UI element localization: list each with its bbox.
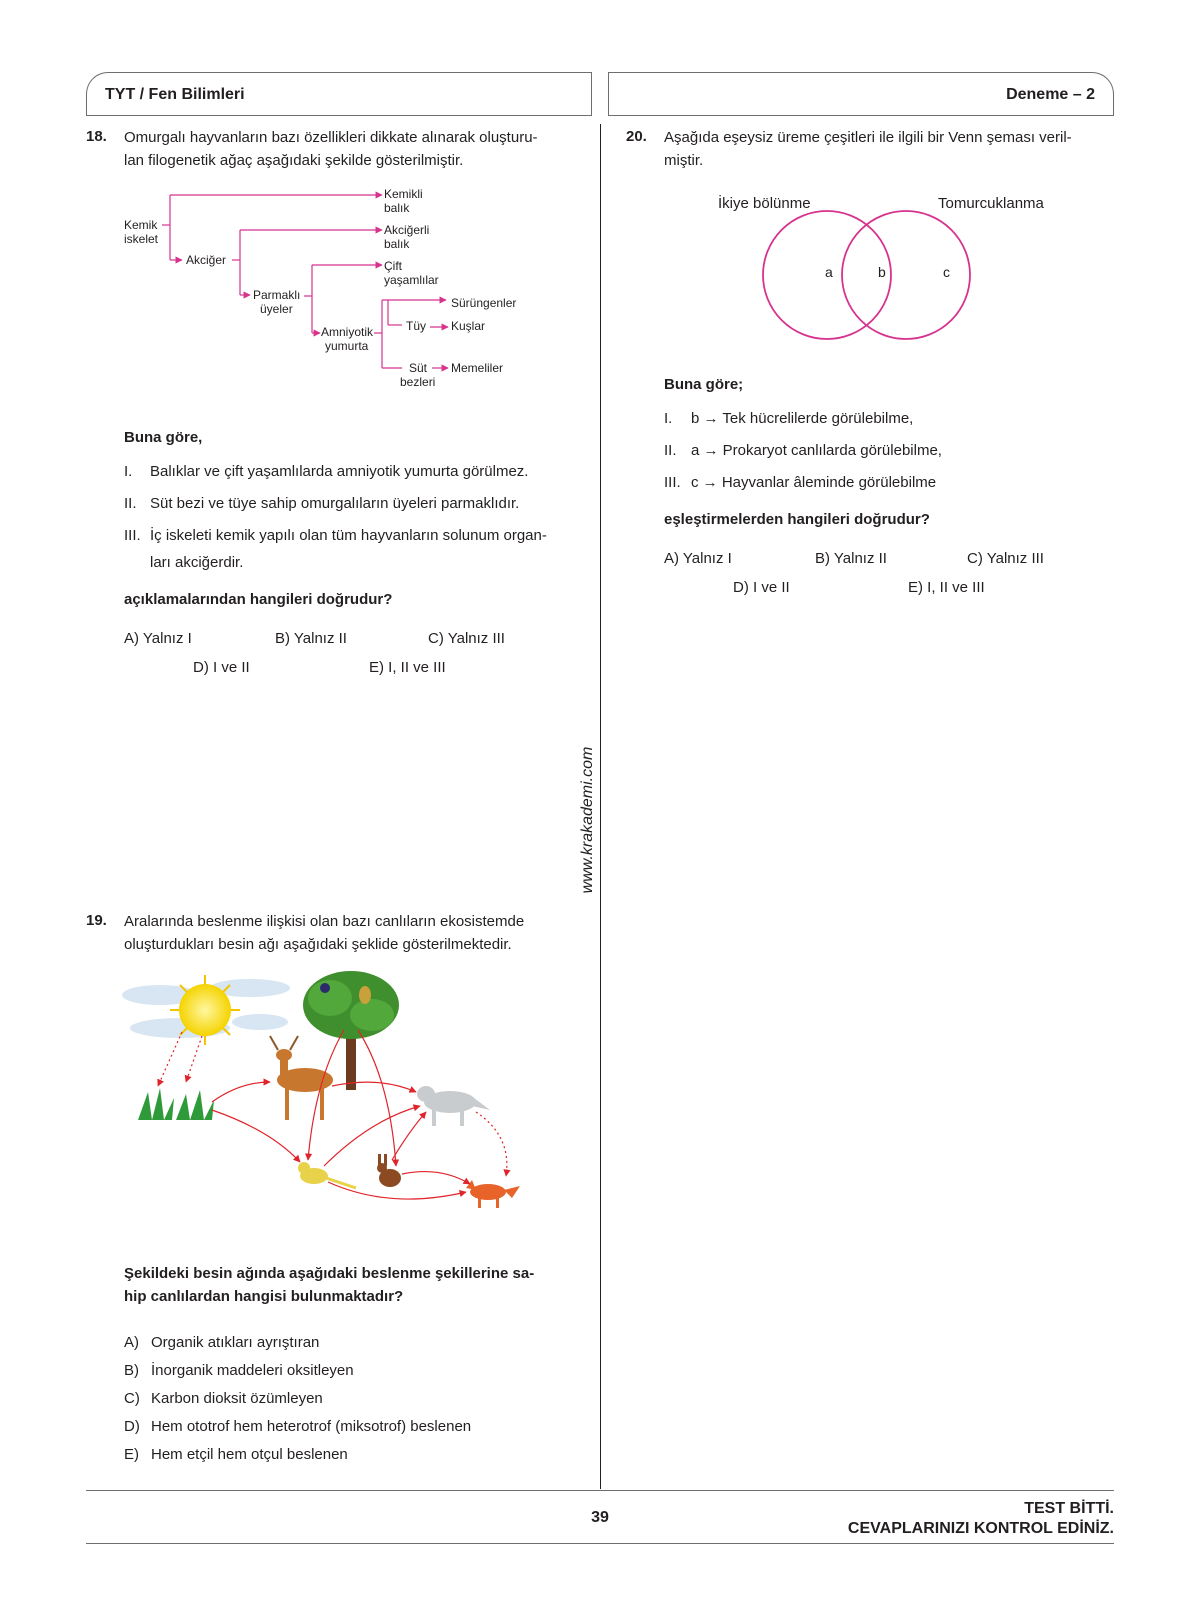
header-subject: TYT / Fen Bilimleri [86, 72, 592, 116]
q19-option-b-text: İnorganik maddeleri oksitleyen [151, 1362, 354, 1379]
q19-option-b[interactable] [124, 1362, 354, 1379]
q19-question-line2: hip canlılardan hangisi bulunmaktadır? [124, 1288, 404, 1305]
q18-statement-1-text: Balıklar ve çift yaşamlılarda amniyotik yumurta görülmez. [150, 463, 529, 480]
tree-label-kuslar: Kuşlar [451, 319, 486, 333]
q20-statement-2-num: II. [664, 442, 677, 459]
q20-option-e[interactable]: E) I, II ve III [908, 579, 985, 596]
q20-statement-2-text: a → Prokaryot canlılarda görülebilme, [691, 442, 942, 459]
grass-icon [138, 1088, 214, 1120]
page-number: 39 [591, 1509, 609, 1526]
q19-option-e-text: Hem etçil hem otçul beslenen [151, 1446, 348, 1463]
q19-option-e-letter: E) [124, 1446, 139, 1463]
tree-label-tuy: Tüy [406, 319, 427, 333]
tree-label-sut-2: bezleri [400, 375, 436, 389]
q19-option-d-letter: D) [124, 1418, 140, 1435]
q18-statement-1-num: I. [124, 463, 133, 480]
q19-stem [124, 910, 576, 956]
q18-option-a[interactable]: A) Yalnız I [124, 630, 192, 647]
q20-stem-line2: miştir. [664, 152, 704, 169]
q19-question [124, 1262, 579, 1308]
q19-option-c-letter: C) [124, 1390, 140, 1407]
q19-option-e[interactable] [124, 1446, 348, 1463]
venn-left-title: İkiye bölünme [718, 195, 811, 212]
wolf-icon [417, 1086, 490, 1126]
tree-label-parmakli-1: Parmaklı [253, 288, 301, 302]
q19-stem-line1: Aralarında beslenme ilişkisi olan bazı canlıların ekosistemde [124, 913, 525, 930]
tree-label-kemik-1: Kemik [124, 218, 158, 232]
q19-number: 19. [86, 912, 107, 929]
tree-label-memeliler: Memeliler [451, 361, 504, 375]
venn-circle-right [842, 211, 970, 339]
test-end-line2: CEVAPLARINIZI KONTROL EDİNİZ. [847, 1520, 1114, 1537]
venn-label-c: c [943, 264, 950, 280]
header-divider-left [86, 115, 592, 116]
column-divider [600, 124, 601, 1489]
q20-question: eşleştirmelerden hangileri doğrudur? [664, 511, 930, 528]
header-exam-title: Deneme – 2 [608, 72, 1114, 116]
q18-statement-2-text: Süt bezi ve tüye sahip omurgalıların üyeleri parmaklıdır. [150, 495, 520, 512]
q18-lead: Buna göre, [124, 429, 203, 446]
tree-label-akcigerli-2: balık [384, 237, 410, 251]
q19-option-b-letter: B) [124, 1362, 139, 1379]
q20-statement-1 [664, 406, 913, 432]
q20-number: 20. [626, 128, 647, 145]
q18-stem-line1: Omurgalı hayvanların bazı özellikleri dikkate alınarak oluşturu- [124, 129, 538, 146]
venn-label-a: a [825, 264, 833, 280]
rodent-icon [298, 1162, 356, 1188]
q18-statement-2-num: II. [124, 495, 137, 512]
tree-label-kemikli-2: balık [384, 201, 410, 215]
tree-label-cift-1: Çift [384, 259, 402, 273]
venn-diagram [700, 188, 1060, 348]
q19-option-a-text: Organik atıkları ayrıştıran [151, 1334, 320, 1351]
q20-statement-2 [664, 438, 942, 464]
rabbit-icon [377, 1154, 401, 1187]
tree-label-kemik-2: iskelet [124, 232, 159, 246]
q20-option-d[interactable]: D) I ve II [733, 579, 790, 596]
q18-statement-2 [124, 491, 519, 517]
q20-lead: Buna göre; [664, 376, 744, 393]
tree-label-akciger: Akciğer [186, 253, 227, 267]
footer-line-bottom [86, 1543, 1114, 1544]
q18-option-e[interactable]: E) I, II ve III [369, 659, 446, 676]
q19-option-a-letter: A) [124, 1334, 139, 1351]
tree-label-amniyotik-2: yumurta [325, 339, 369, 353]
tree-label-kemikli-1: Kemikli [384, 187, 423, 201]
tree-label-sut-1: Süt [409, 361, 428, 375]
q18-statement-3-num: III. [124, 527, 141, 544]
q19-option-a[interactable] [124, 1334, 319, 1351]
q20-option-a[interactable]: A) Yalnız I [664, 550, 732, 567]
venn-label-b: b [878, 264, 886, 280]
q18-statement-1 [124, 459, 528, 485]
tree-label-akcigerli-1: Akciğerli [384, 223, 430, 237]
q20-option-b[interactable]: B) Yalnız II [815, 550, 887, 567]
q20-statement-3-text: c → Hayvanlar âleminde görülebilme [691, 474, 937, 491]
phylogenetic-tree [120, 185, 580, 405]
q19-option-d[interactable] [124, 1418, 471, 1435]
sun-icon [170, 975, 240, 1045]
q18-statement-3 [124, 523, 547, 549]
q20-statement-3 [664, 470, 936, 496]
header-divider-right [608, 115, 1114, 116]
tree-label-parmakli-2: üyeler [260, 302, 293, 316]
watermark: www.krakademi.com [579, 741, 597, 900]
test-end-notice [848, 1499, 1114, 1539]
q20-option-c[interactable]: C) Yalnız III [967, 550, 1044, 567]
test-end-line1: TEST BİTTİ. [1024, 1500, 1114, 1517]
q20-stem [664, 126, 1114, 172]
food-web-illustration [120, 970, 550, 1250]
q18-statement-3-text: İç iskeleti kemik yapılı olan tüm hayvanların solunum organ- [150, 527, 547, 544]
fox-icon [466, 1180, 520, 1208]
q19-option-c[interactable] [124, 1390, 323, 1407]
q20-statement-1-num: I. [664, 410, 673, 427]
venn-right-title: Tomurcuklanma [938, 195, 1044, 212]
tree-label-amniyotik-1: Amniyotik [321, 325, 374, 339]
q19-question-line1: Şekildeki besin ağında aşağıdaki beslenme şekillerine sa- [124, 1265, 535, 1282]
q18-stem [124, 126, 576, 172]
q20-statement-1-text: b → Tek hücrelilerde görülebilme, [691, 410, 914, 427]
q19-stem-line2: oluşturdukları besin ağı aşağıdaki şeklide gösterilmektedir. [124, 936, 512, 953]
q18-question: açıklamalarından hangileri doğrudur? [124, 591, 393, 608]
q19-option-d-text: Hem ototrof hem heterotrof (miksotrof) beslenen [151, 1418, 472, 1435]
q20-statement-3-num: III. [664, 474, 681, 491]
tree-label-cift-2: yaşamlılar [384, 273, 439, 287]
q18-option-b[interactable]: B) Yalnız II [275, 630, 347, 647]
tree-label-surungenler: Sürüngenler [451, 296, 517, 310]
q18-option-c[interactable]: C) Yalnız III [428, 630, 505, 647]
q19-option-c-text: Karbon dioksit özümleyen [151, 1390, 323, 1407]
footer-line-top [86, 1490, 1114, 1491]
q18-stem-line2: lan filogenetik ağaç aşağıdaki şekilde gösterilmiştir. [124, 152, 464, 169]
q18-option-d[interactable]: D) I ve II [193, 659, 250, 676]
q18-number: 18. [86, 128, 107, 145]
q18-statement-3-cont: ları akciğerdir. [150, 554, 244, 571]
q20-stem-line1: Aşağıda eşeysiz üreme çeşitleri ile ilgili bir Venn şeması veril- [664, 129, 1072, 146]
